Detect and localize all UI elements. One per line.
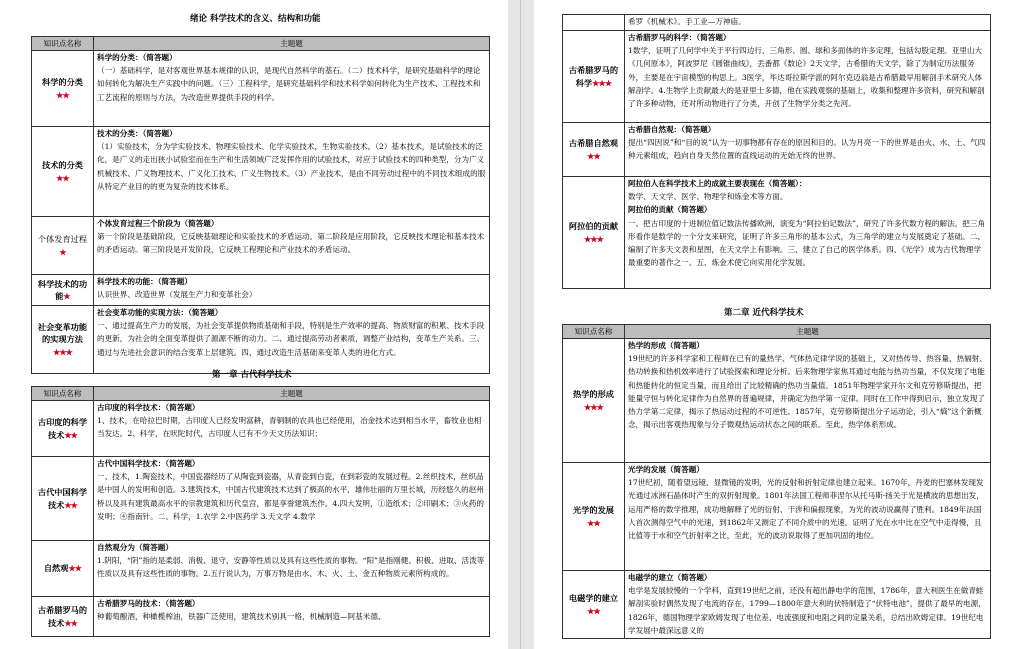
knowledge-point-label: 技术的分类 [42, 160, 83, 170]
question-title: 个体发育过程三个阶段为（简答题） [97, 219, 219, 228]
answer-text: 第一个阶段是基础阶段，它反映基础理论和实验技术的矛盾运动。第二阶段是应用阶段，它反映技术理论和基本技术的矛盾运动。第三阶段是开发阶段，它反映工程理论和产业技术的矛盾运动。 [97, 232, 485, 255]
importance-stars: ★★ [64, 617, 78, 628]
knowledge-point-label: 古印度的科学技术 [37, 417, 88, 440]
question-title: 科学技术的功能：（简答题） [97, 277, 192, 286]
answer-text: 19世纪的许多科学家和工程师在已有的量热学、气体热定律学说的基础上，又对热传导、热容量、热辐射、热功转换和热机效率进行了试验探索和理论分析。后来物理学家焦耳通过电能与热功当量，不仅发现了电能和热能转化的恒定当量，而且给出了比较精确的热功当量值。1851年物理学家开尔文和克劳修斯提出，把能量守恒与转化定律作为自然界的普遍规律，并确定为热学第一定律。同时在工作中得到启示，独立发现了热力学第二定律，揭示了热运动过程的不可逆性。1857年，克劳修斯提出分子运动论，引入“熵”这个新概念，揭示出客观热现象与分子微观热运动状态之间的联系。至此，热学体系形成。 [628, 354, 987, 430]
answer-text: 1、技术，在哈拉巴时期，古印度人已经发明富耕，青铜制的农具也已经使用，冶金技术达到相当水平，畜牧业也相当发达。2、科学，在吠陀时代，古印度人已有不少天文历法知识； [97, 416, 482, 439]
question-title: 古希腊罗马的技术：（简答题） [97, 599, 200, 608]
answer-text: （一）基础科学，是对客观世界基本规律的认识，是现代自然科学的基石。（二）技术科学，是研究基础科学的理论如何转化为解决生产实践中的问题。（三）工程科学，是研究基础科学和技术科学如何转化为生产技术、工程技术和工艺流程的原则与方法，为改造世界提供手段的科学。 [97, 66, 481, 102]
knowledge-point-label: 社会变革功能的实现方法 [37, 321, 88, 345]
importance-stars: ★★★ [583, 233, 604, 244]
knowledge-point-label: 古希腊自然观 [568, 138, 619, 148]
header-knowledge-point: 知识点名称 [32, 37, 94, 51]
table-row [32, 275, 490, 306]
knowledge-point-label: 热学的形成 [573, 389, 614, 399]
importance-stars: ★★ [64, 429, 78, 440]
knowledge-point-label: 光学的发展 [573, 505, 614, 515]
answer-text: （1）实验技术，分为学实验技术、物理实验技术、化学实验技术，生物实验技术。（2）基本技术，是试验技术的泛化，是广义的走出狭小试验室而在生产和生活领域广泛发挥作用的试验技术，对应于试验技术的四种类型，分为广义机械技术、广义物理技术、广义化工技术、广义生物技术。（3）产业技术，是由不同劳动过程中的不同技术组成的服从特定产业目的的更为复杂的技术体系。 [97, 142, 486, 191]
table-row [563, 15, 991, 31]
knowledge-point-label: 自然观 [43, 563, 69, 574]
chapter1-table [31, 386, 490, 637]
table-row [32, 457, 490, 541]
question-title: 自然观分为（简答题） [97, 543, 173, 552]
importance-stars: ★★ [56, 89, 69, 100]
table-row [32, 306, 490, 374]
knowledge-point-label: 阿拉伯的贡献 [568, 221, 619, 231]
importance-stars: ★ [63, 291, 70, 301]
table-row [32, 401, 490, 457]
knowledge-point-label: 古代中国科学技术 [37, 487, 88, 510]
table-row [563, 339, 991, 463]
knowledge-point-label: 古希腊罗马的科学 [568, 65, 619, 88]
importance-stars: ★★★ [583, 401, 604, 412]
answer-text: 提出“四因说”和“目的说”认为一切事物都有存在的原因和目的。认为月亮一下的世界是由火、水、土、气四种元素组成，趋向自身天然位置的直线运动的无始无终的世界。 [628, 138, 986, 161]
question-title: 古代中国科学技术：（简答题） [97, 459, 200, 468]
page-gutter [508, 0, 534, 649]
chapter2-table [562, 324, 991, 639]
table-row [32, 217, 490, 275]
answer-text: 数学、天文学、医学、物理学和炼金术等方面。 [628, 192, 788, 202]
question-title: 古希腊罗马的科学：（简答题） [628, 33, 731, 42]
importance-stars: ★★ [68, 563, 82, 574]
table-row [32, 127, 490, 217]
importance-stars: ★★ [56, 172, 69, 183]
question-title: 阿拉伯的贡献（简答题） [628, 205, 712, 215]
importance-stars: ★★★ [52, 346, 73, 357]
answer-text: 认识世界、改造世界（发展生产力和变革社会） [97, 290, 257, 300]
question-title: 电磁学的建立（简答题） [628, 573, 712, 582]
chapter1-title: 第一章 古代科学技术 [212, 370, 292, 380]
right-page [534, 0, 1014, 649]
knowledge-point-label: 科学技术的功能 [37, 278, 88, 301]
continued-text: 希罗《机械术》。手工业—万神庙。 [628, 17, 746, 26]
table-row [563, 123, 991, 177]
answer-text: 一、把古印度的十进制位值记数法传播欧洲，演变为“阿拉伯记数法”，研究了许多代数方程的解法，把三角形看作是数学的一个分支来研究，证明了许多三角形的基本公式，为三角学的建立与发展奠定了基础。二、编制了许多天文表和星图，在天文学上有影响。三、建立了自己的医学体系。四、《光学》成为古代物理学最重要的著作之一。五、炼金术使它向实用化学发展。 [628, 218, 986, 268]
header-main-topic: 主题题 [625, 325, 991, 339]
table-row [32, 597, 490, 637]
answer-text: 电学是发展较慢的一个学科，直到19世纪之前，还没有超出静电学的范围，1786年，意大利医生在做青蛙解剖实验时偶然发现了电流的存在，1799—1800年意大利的伏特制造了“伏特电池”，提供了最早的电源，1826年，德国物理学家欧姆发现了电位差、电流强度和电阻之间的定量关系，总结出欧姆定律。19世纪电学发展中最深远意义的 [628, 586, 986, 635]
table-row [563, 177, 991, 289]
chapter2-title: 第二章 近代科学技术 [724, 308, 804, 318]
question-title: 阿拉伯人在科学技术上的成就主要表现在（简答题）： [628, 179, 807, 188]
question-title: 古希腊自然观：（简答题） [628, 125, 716, 134]
table-row [32, 541, 490, 597]
header-knowledge-point: 知识点名称 [32, 387, 94, 401]
knowledge-point-label: 科学的分类 [42, 77, 83, 87]
intro-section-title: 绪论 科学技术的含义、结构和功能 [190, 14, 321, 24]
question-title: 古印度的科学技术：（简答题） [97, 403, 200, 412]
importance-stars: ★★ [64, 499, 78, 510]
answer-text: 1数学，证明了几何学中关于平行四边行、三角形、圆、球和多面体的许多定理，包括勾股定理。亚里山大《几何原本》，阿波罗尼《圆锥曲线》，丢番都《数论》2天文学，古希腊的天文学，除了为制定历法服务外，主要是在宇宙模型的构思上。3医学，毕达哥拉斯学派的阿尔克迈翁是古希腊最早用解剖手术研究人体解剖学。4.生物学上贡献最大的是亚里士多德，他在实践观察的基础上，收集和整理许多资料，研究和解剖了许多种动物，还对所动物进行了分类，开创了生物学分类之先河。 [628, 46, 985, 109]
knowledge-point-label: 电磁学的建立 [568, 593, 619, 603]
importance-stars: ★ [59, 246, 66, 257]
importance-stars: ★★ [587, 605, 600, 616]
question-title: 技术的分类：（简答题） [97, 129, 177, 138]
knowledge-point-label: 古希腊罗马的技术 [37, 605, 88, 628]
knowledge-point-label: 个体发育过程 [37, 234, 88, 244]
table-row [563, 571, 991, 639]
table-row [563, 31, 991, 123]
importance-stars: ★★ [587, 517, 600, 528]
question-title: 科学的分类：（简答题） [97, 53, 177, 62]
table-row [563, 463, 991, 571]
page-divider [520, 0, 521, 649]
answer-text: 1.阴阳，“阴”指的是柔弱、消极、退守、安静等性质以及具有这些性质的事物。“阳”是指刚健、积极、进取、活泼等性质以及具有这些性质的事物。2.五行说认为，万事万物是由水、木、火、土、金五种物质元素所构成的。 [97, 556, 485, 579]
answer-text: 17世纪初，随着望远镜、显微镜的发明，光的反射和折射定律也建立起来。1670年，丹麦的巴塞林发现发光通过冰洲石晶体时产生的双折射现象。1801年法国工程师菲涅尔从托马斯·扬关于光是横波的思想出发，运用严格的数学推理，成功地解释了光的衍射、干涉和偏振现象，为光的波动说赢得了胜利。1849年法国人首次测得空气中的光速，到1862年又测定了不同介质中的光速，证明了光在水中比在空气中走得慢，且比值等于水和空气折射率之比，至此，光的波动说取得了更加巩固的地位。 [628, 478, 984, 541]
table-row [32, 51, 490, 127]
header-knowledge-point: 知识点名称 [563, 325, 625, 339]
question-title: 光学的发展（简答题） [628, 465, 704, 474]
continued-table [562, 14, 991, 289]
question-title: 热学的形成（简答题） [628, 341, 704, 350]
header-main-topic: 主题题 [94, 387, 490, 401]
answer-text: 种葡萄酿酒，种橄榄榨油，铁器广泛使用，建筑技术别具一格，机械制造—阿基米德、 [97, 612, 386, 622]
question-title: 社会变革功能的实现方法：（简答题） [97, 308, 223, 317]
intro-table [31, 36, 490, 374]
answer-text: 一、技术，1.陶瓷技术，中国瓷器经历了从陶瓷到瓷器，从青瓷到白瓷，在到彩瓷的发展过程。2.丝织技术，丝织品是中国人的发明和创造。3.建筑技术，中国古代建筑技术达到了极高的水平，雄伟壮丽的万里长城，历经悠久的赵州桥以及具有建筑最高水平的宗教建筑和历代皇宫，都是享誉建筑杰作。4.四大发明，①造纸术；②印刷术；③火药的发明；④指南针。二、科学，1.农学 2.中医药学 3.天文学 4.数学 [97, 472, 484, 521]
answer-text: 一、通过提高生产力的发展，为社会变革提供物质基础和手段，特别是生产效率的提高、物质财富的积累、技术手段的更新，为社会的全面变革提供了源源不断的动力。二、通过提高劳动者素质，调整产业结构，变革生产关系。三、通过与先进社会意识的结合变革上层建筑。四、通过改造生活基础来变革人类的进化方式。 [97, 321, 485, 357]
header-main-topic: 主题题 [94, 37, 490, 51]
importance-stars: ★★ [587, 150, 600, 161]
importance-stars: ★★★ [592, 77, 612, 88]
